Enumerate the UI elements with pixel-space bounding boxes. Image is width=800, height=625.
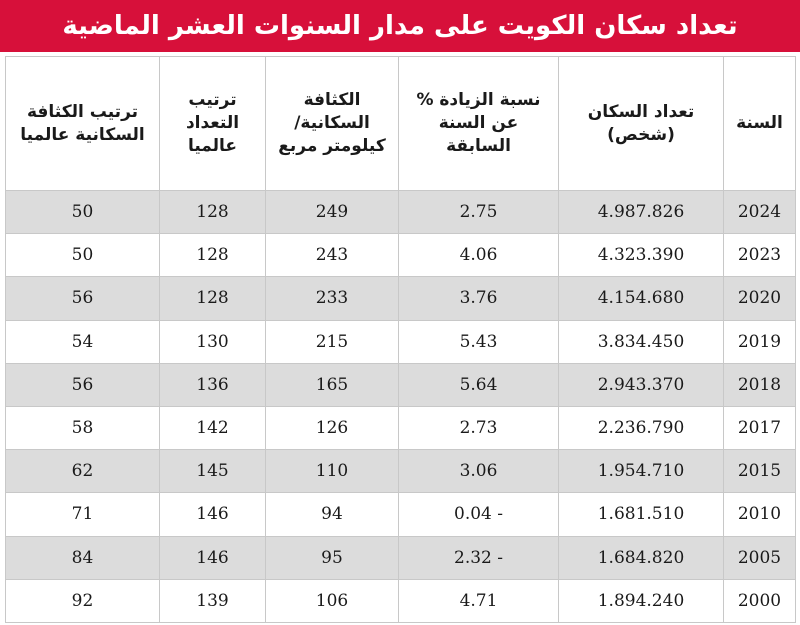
cell-density: 106 <box>266 579 399 622</box>
cell-density: 95 <box>266 536 399 579</box>
cell-increase: 3.06 <box>399 450 559 493</box>
table-row <box>6 277 796 320</box>
cell-density: 243 <box>266 234 399 277</box>
header-density-rank: ترتيب الكثافة السكانية عالميا <box>6 57 160 191</box>
population-table <box>5 56 796 623</box>
cell-population-rank: 146 <box>160 493 266 536</box>
cell-population: 1.954.710 <box>559 450 724 493</box>
cell-population: 1.894.240 <box>559 579 724 622</box>
cell-population: 2.943.370 <box>559 363 724 406</box>
population-table-container <box>5 56 795 623</box>
cell-increase: 5.64 <box>399 363 559 406</box>
cell-density: 94 <box>266 493 399 536</box>
cell-density-rank: 50 <box>6 191 160 234</box>
cell-population-rank: 128 <box>160 277 266 320</box>
table-row <box>6 234 796 277</box>
cell-density: 110 <box>266 450 399 493</box>
header-density: الكثافة السكانية/ كيلومتر مربع <box>266 57 399 191</box>
cell-density-rank: 56 <box>6 363 160 406</box>
cell-density: 165 <box>266 363 399 406</box>
cell-density-rank: 54 <box>6 320 160 363</box>
cell-increase: 4.06 <box>399 234 559 277</box>
header-population: تعداد السكان (شخص) <box>559 57 724 191</box>
table-row <box>6 579 796 622</box>
header-row <box>6 57 796 191</box>
cell-population: 4.323.390 <box>559 234 724 277</box>
cell-density-rank: 50 <box>6 234 160 277</box>
cell-year: 2024 <box>724 191 796 234</box>
table-row <box>6 493 796 536</box>
table-row <box>6 191 796 234</box>
cell-density-rank: 56 <box>6 277 160 320</box>
cell-density: 215 <box>266 320 399 363</box>
cell-year: 2010 <box>724 493 796 536</box>
cell-population: 1.681.510 <box>559 493 724 536</box>
cell-increase: 5.43 <box>399 320 559 363</box>
cell-year: 2019 <box>724 320 796 363</box>
cell-density: 233 <box>266 277 399 320</box>
cell-year: 2015 <box>724 450 796 493</box>
cell-year: 2023 <box>724 234 796 277</box>
cell-density-rank: 92 <box>6 579 160 622</box>
header-population-rank: ترتيب التعداد عالميا <box>160 57 266 191</box>
cell-population: 2.236.790 <box>559 406 724 449</box>
table-row <box>6 536 796 579</box>
cell-year: 2020 <box>724 277 796 320</box>
cell-population-rank: 136 <box>160 363 266 406</box>
cell-population-rank: 142 <box>160 406 266 449</box>
cell-increase: 2.73 <box>399 406 559 449</box>
cell-population-rank: 146 <box>160 536 266 579</box>
cell-population: 1.684.820 <box>559 536 724 579</box>
table-row <box>6 320 796 363</box>
cell-density: 249 <box>266 191 399 234</box>
cell-increase: 2.32 - <box>399 536 559 579</box>
cell-year: 2000 <box>724 579 796 622</box>
cell-population-rank: 145 <box>160 450 266 493</box>
table-row <box>6 450 796 493</box>
cell-population-rank: 128 <box>160 234 266 277</box>
cell-increase: 0.04 - <box>399 493 559 536</box>
cell-population-rank: 139 <box>160 579 266 622</box>
cell-density-rank: 58 <box>6 406 160 449</box>
cell-year: 2018 <box>724 363 796 406</box>
cell-increase: 4.71 <box>399 579 559 622</box>
table-row <box>6 406 796 449</box>
cell-population: 4.154.680 <box>559 277 724 320</box>
cell-density-rank: 84 <box>6 536 160 579</box>
cell-population: 4.987.826 <box>559 191 724 234</box>
table-title: تعداد سكان الكويت على مدار السنوات العشر الماضية <box>0 0 800 52</box>
cell-population-rank: 130 <box>160 320 266 363</box>
cell-increase: 2.75 <box>399 191 559 234</box>
cell-population: 3.834.450 <box>559 320 724 363</box>
cell-population-rank: 128 <box>160 191 266 234</box>
cell-density-rank: 71 <box>6 493 160 536</box>
header-year: السنة <box>724 57 796 191</box>
cell-year: 2017 <box>724 406 796 449</box>
cell-increase: 3.76 <box>399 277 559 320</box>
table-row <box>6 363 796 406</box>
cell-density: 126 <box>266 406 399 449</box>
cell-density-rank: 62 <box>6 450 160 493</box>
header-increase: نسبة الزيادة % عن السنة السابقة <box>399 57 559 191</box>
cell-year: 2005 <box>724 536 796 579</box>
